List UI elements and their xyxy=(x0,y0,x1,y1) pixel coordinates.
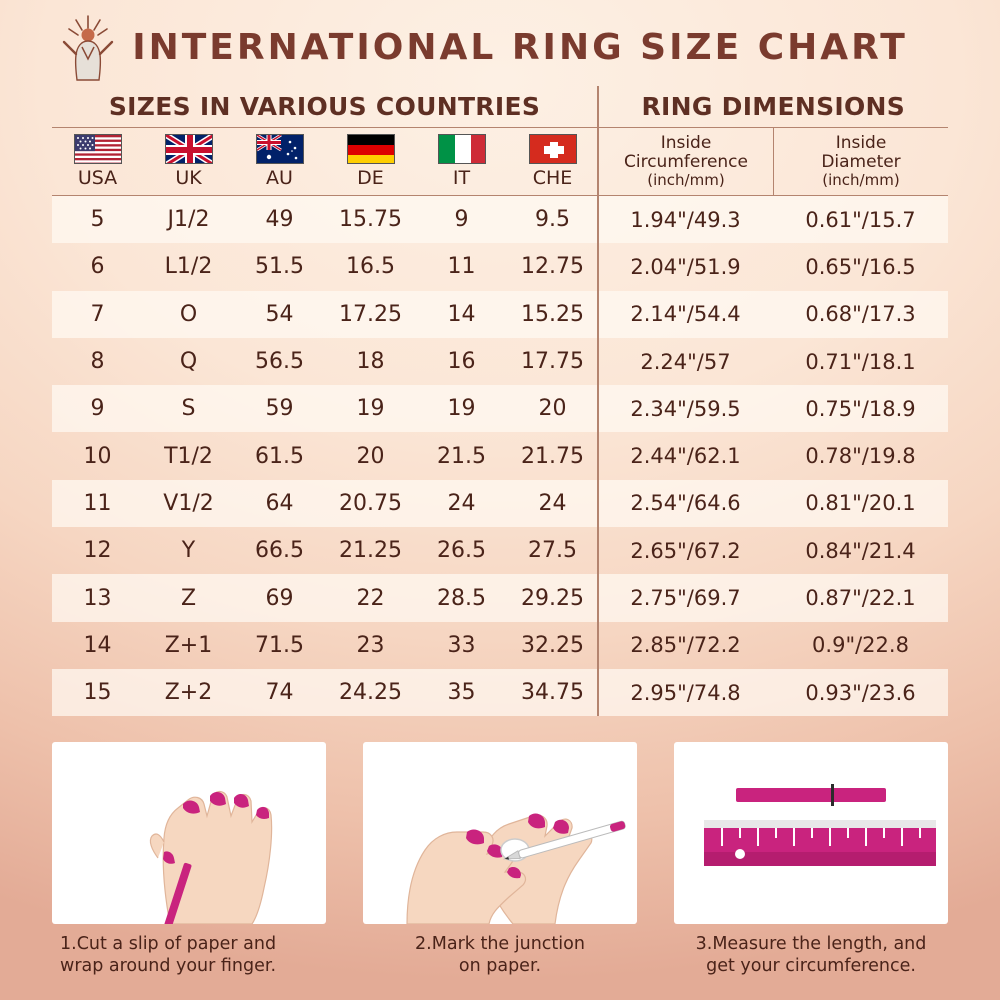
column-label-de: DE xyxy=(357,167,384,189)
cell-usa: 8 xyxy=(90,349,105,375)
instruction-card-3 xyxy=(674,742,948,978)
hand-marking-paper-with-pen-illustration xyxy=(363,742,637,924)
column-label-au: AU xyxy=(266,167,293,189)
circ-line3: (inch/mm) xyxy=(647,171,725,190)
cell-au: 49 xyxy=(265,207,294,233)
cell-usa: 15 xyxy=(83,680,112,706)
column-header-inside-circumference xyxy=(598,128,773,195)
table-row xyxy=(52,243,948,290)
group-header-dimensions: RING DIMENSIONS xyxy=(641,92,906,121)
diam-line3: (inch/mm) xyxy=(822,171,900,190)
cell-au: 56.5 xyxy=(255,349,304,375)
cell-che: 21.75 xyxy=(521,443,584,469)
cell-de: 16.5 xyxy=(346,254,395,280)
cell-che: 32.25 xyxy=(521,632,584,658)
column-label-uk: UK xyxy=(175,167,202,189)
cell-diam: 0.75"/18.9 xyxy=(805,396,916,421)
flag-uk xyxy=(165,134,213,164)
cell-au: 51.5 xyxy=(255,254,304,280)
cell-it: 9 xyxy=(454,207,469,233)
cell-de: 24.25 xyxy=(339,680,402,706)
cell-it: 19 xyxy=(447,396,476,422)
cell-usa: 14 xyxy=(83,632,112,658)
cell-che: 9.5 xyxy=(535,207,570,233)
cell-usa: 9 xyxy=(90,396,105,422)
cell-circ: 2.54"/64.6 xyxy=(630,491,741,516)
table-row xyxy=(52,527,948,574)
cell-it: 21.5 xyxy=(437,443,486,469)
cell-au: 61.5 xyxy=(255,443,304,469)
cell-au: 64 xyxy=(265,490,294,516)
cell-circ: 2.14"/54.4 xyxy=(630,302,741,327)
table-row xyxy=(52,196,948,243)
column-header-it xyxy=(416,128,507,195)
table-column-header-row xyxy=(52,128,948,196)
cell-usa: 5 xyxy=(90,207,105,233)
column-label-it: IT xyxy=(452,167,471,189)
flag-au xyxy=(256,134,304,164)
cell-usa: 6 xyxy=(90,254,105,280)
column-label-che: CHE xyxy=(532,167,573,189)
column-header-de xyxy=(325,128,416,195)
table-vertical-divider xyxy=(597,128,599,716)
instruction-caption-3 xyxy=(674,934,948,978)
instruction-caption-3-line1: 3.Measure the length, and xyxy=(695,934,927,954)
table-row xyxy=(52,338,948,385)
cell-au: 74 xyxy=(265,680,294,706)
cell-che: 29.25 xyxy=(521,585,584,611)
cell-uk: Q xyxy=(179,349,198,375)
cell-diam: 0.87"/22.1 xyxy=(805,586,916,611)
table-row xyxy=(52,574,948,621)
table-row xyxy=(52,622,948,669)
flag-de xyxy=(347,134,395,164)
cell-it: 14 xyxy=(447,301,476,327)
cell-uk: O xyxy=(179,301,198,327)
instruction-caption-2-line1: 2.Mark the junction xyxy=(415,934,585,954)
cell-it: 28.5 xyxy=(437,585,486,611)
cell-diam: 0.65"/16.5 xyxy=(805,254,916,279)
cell-usa: 10 xyxy=(83,443,112,469)
cell-usa: 11 xyxy=(83,490,112,516)
column-header-inside-diameter xyxy=(773,128,948,195)
column-header-uk xyxy=(143,128,234,195)
cell-circ: 2.85"/72.2 xyxy=(630,633,741,658)
cell-diam: 0.84"/21.4 xyxy=(805,538,916,563)
page-header xyxy=(0,8,1000,86)
table-group-header-row xyxy=(52,86,948,128)
cell-circ: 1.94"/49.3 xyxy=(630,207,741,232)
table-row xyxy=(52,432,948,479)
table-row xyxy=(52,291,948,338)
cell-che: 12.75 xyxy=(521,254,584,280)
cell-de: 19 xyxy=(356,396,385,422)
cell-usa: 13 xyxy=(83,585,112,611)
cell-it: 26.5 xyxy=(437,538,486,564)
column-header-au xyxy=(234,128,325,195)
ring-size-table xyxy=(52,86,948,716)
cell-uk: J1/2 xyxy=(167,207,210,233)
cell-che: 20 xyxy=(538,396,567,422)
cell-au: 66.5 xyxy=(255,538,304,564)
cell-circ: 2.95"/74.8 xyxy=(630,680,741,705)
page-title: INTERNATIONAL RING SIZE CHART xyxy=(132,26,908,68)
cell-au: 71.5 xyxy=(255,632,304,658)
cell-au: 69 xyxy=(265,585,294,611)
cell-de: 18 xyxy=(356,349,385,375)
instruction-caption-1 xyxy=(52,934,326,978)
cell-diam: 0.9"/22.8 xyxy=(812,633,909,658)
cell-diam: 0.81"/20.1 xyxy=(805,491,916,516)
table-row xyxy=(52,385,948,432)
cell-diam: 0.93"/23.6 xyxy=(805,680,916,705)
table-row xyxy=(52,669,948,716)
cell-au: 59 xyxy=(265,396,294,422)
cell-circ: 2.34"/59.5 xyxy=(630,396,741,421)
circ-line1: Inside xyxy=(660,133,712,154)
cell-che: 15.25 xyxy=(521,301,584,327)
cell-au: 54 xyxy=(265,301,294,327)
cell-it: 24 xyxy=(447,490,476,516)
cell-uk: L1/2 xyxy=(164,254,213,280)
cell-uk: T1/2 xyxy=(164,443,213,469)
cell-de: 23 xyxy=(356,632,385,658)
cell-uk: V1/2 xyxy=(163,490,214,516)
cell-uk: Z+1 xyxy=(164,632,213,658)
diam-line1: Inside xyxy=(835,133,887,154)
instruction-caption-1-line1: 1.Cut a slip of paper and xyxy=(60,934,277,954)
instruction-caption-1-line2: wrap around your finger. xyxy=(60,955,277,976)
diam-line2: Diameter xyxy=(821,152,901,173)
cell-it: 16 xyxy=(447,349,476,375)
flag-it xyxy=(438,134,486,164)
cell-it: 35 xyxy=(447,680,476,706)
cell-usa: 7 xyxy=(90,301,105,327)
cell-circ: 2.24"/57 xyxy=(640,349,731,374)
cell-uk: Z+2 xyxy=(164,680,213,706)
cell-diam: 0.71"/18.1 xyxy=(805,349,916,374)
cell-circ: 2.75"/69.7 xyxy=(630,586,741,611)
cell-circ: 2.04"/51.9 xyxy=(630,254,741,279)
cell-de: 20 xyxy=(356,443,385,469)
instruction-card-2 xyxy=(363,742,637,978)
column-label-usa: USA xyxy=(77,167,118,189)
cell-de: 15.75 xyxy=(339,207,402,233)
flag-che xyxy=(529,134,577,164)
cell-uk: Z xyxy=(180,585,197,611)
cell-che: 34.75 xyxy=(521,680,584,706)
cell-diam: 0.78"/19.8 xyxy=(805,444,916,469)
flag-usa xyxy=(74,134,122,164)
instruction-caption-2 xyxy=(363,934,637,978)
cell-it: 33 xyxy=(447,632,476,658)
column-header-che xyxy=(507,128,598,195)
hand-with-paper-strip-illustration xyxy=(52,742,326,924)
cell-it: 11 xyxy=(447,254,476,280)
group-header-countries: SIZES IN VARIOUS COUNTRIES xyxy=(108,92,541,121)
instruction-card-1 xyxy=(52,742,326,978)
cell-usa: 12 xyxy=(83,538,112,564)
cell-che: 27.5 xyxy=(528,538,577,564)
table-row xyxy=(52,480,948,527)
cell-de: 17.25 xyxy=(339,301,402,327)
cell-circ: 2.44"/62.1 xyxy=(630,444,741,469)
table-body xyxy=(52,196,948,716)
ruler-measuring-paper-strip-illustration xyxy=(674,742,948,924)
cell-de: 22 xyxy=(356,585,385,611)
instruction-cards xyxy=(52,742,948,978)
praying-figure-logo xyxy=(52,14,124,82)
cell-de: 20.75 xyxy=(339,490,402,516)
cell-che: 24 xyxy=(538,490,567,516)
cell-diam: 0.61"/15.7 xyxy=(805,207,916,232)
instruction-caption-2-line2: on paper. xyxy=(458,955,542,976)
cell-diam: 0.68"/17.3 xyxy=(805,302,916,327)
cell-uk: S xyxy=(181,396,196,422)
cell-che: 17.75 xyxy=(521,349,584,375)
cell-circ: 2.65"/67.2 xyxy=(630,538,741,563)
instruction-caption-3-line2: get your circumference. xyxy=(706,955,916,976)
circ-line2: Circumference xyxy=(624,152,748,173)
column-header-usa xyxy=(52,128,143,195)
cell-uk: Y xyxy=(181,538,196,564)
cell-de: 21.25 xyxy=(339,538,402,564)
